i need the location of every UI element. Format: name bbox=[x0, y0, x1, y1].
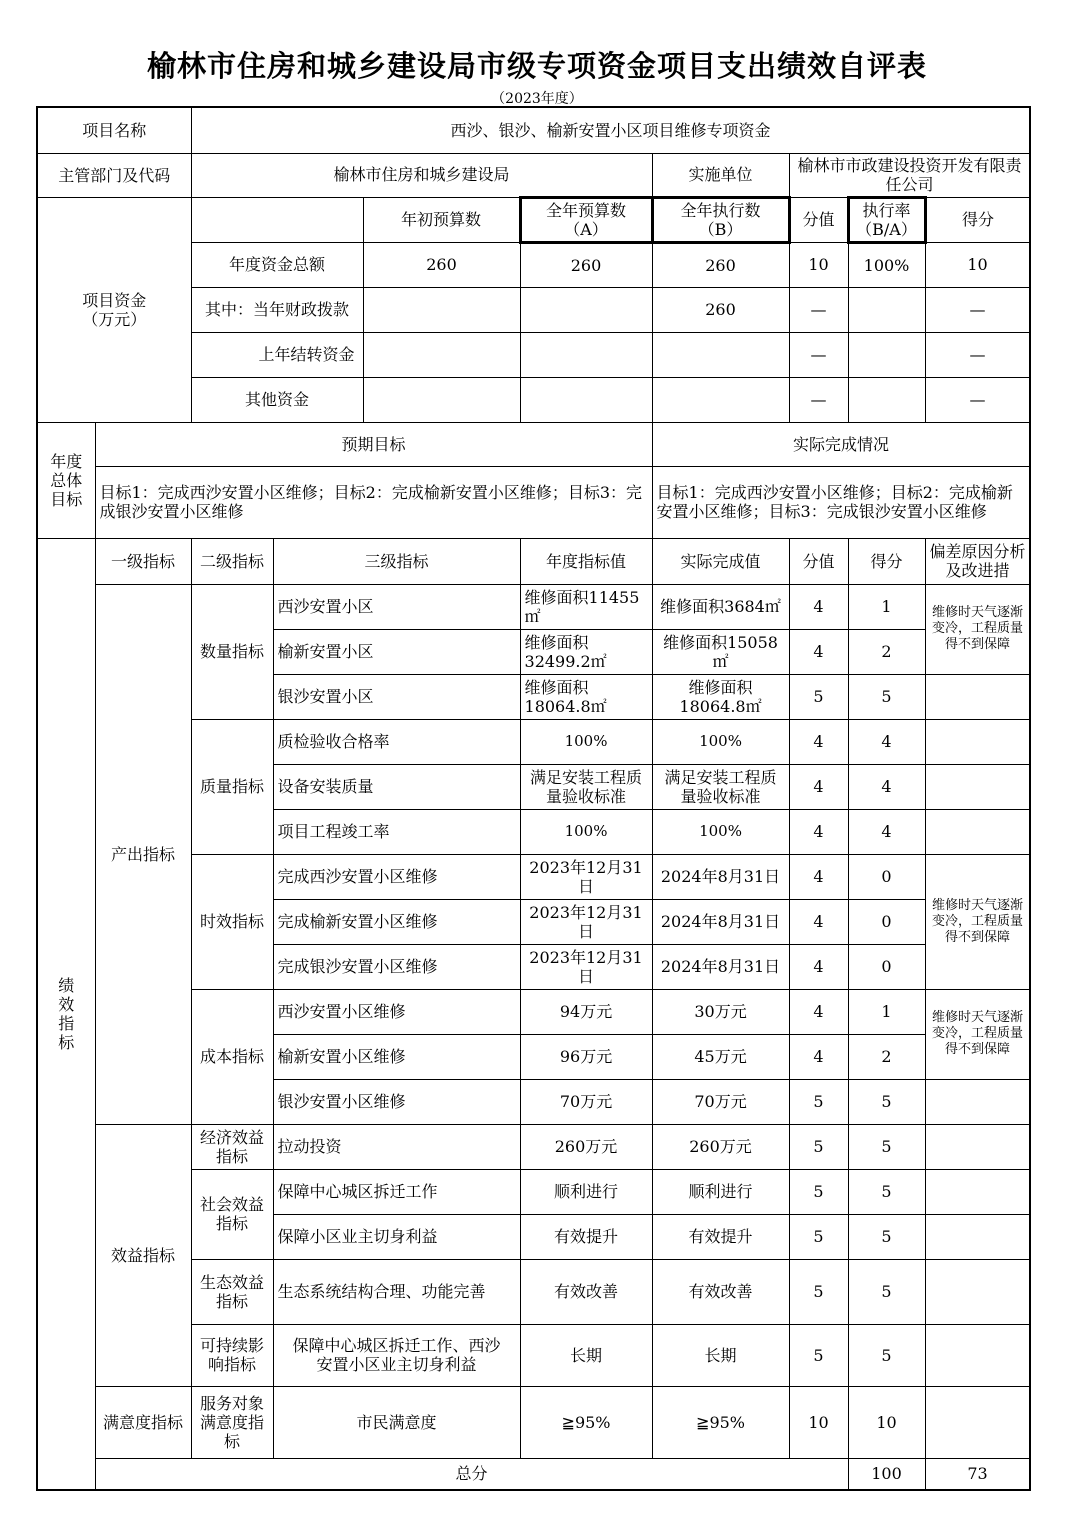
indicator-score: 5 bbox=[789, 1079, 848, 1124]
funds-corner bbox=[191, 197, 363, 242]
indicator-name: 西沙安置小区维修 bbox=[273, 989, 520, 1034]
indicator-got: 5 bbox=[848, 1169, 925, 1214]
funds-header-score: 分值 bbox=[789, 197, 848, 242]
indicator-got: 1 bbox=[848, 989, 925, 1034]
funds-cell: 260 bbox=[520, 242, 652, 287]
indicator-score: 10 bbox=[789, 1386, 848, 1458]
indicator-target: 有效提升 bbox=[520, 1214, 652, 1259]
funds-cell bbox=[848, 377, 925, 422]
deviation-empty bbox=[925, 674, 1030, 719]
indicator-actual: 45万元 bbox=[652, 1034, 789, 1079]
deviation-empty bbox=[925, 1079, 1030, 1124]
page-title: 榆林市住房和城乡建设局市级专项资金项目支出绩效自评表 bbox=[146, 49, 927, 83]
deviation-empty bbox=[925, 764, 1030, 809]
funds-label: 项目资金 （万元） bbox=[37, 197, 191, 422]
indicator-actual: 有效提升 bbox=[652, 1214, 789, 1259]
indicator-actual: ≧95% bbox=[652, 1386, 789, 1458]
output-indicator-label: 产出指标 bbox=[95, 584, 191, 1124]
cost-indicator-label: 成本指标 bbox=[191, 989, 273, 1124]
time-indicator-label: 时效指标 bbox=[191, 854, 273, 989]
funds-cell bbox=[363, 287, 520, 332]
actual-goal-text: 目标1：完成西沙安置小区维修；目标2：完成榆新安置小区维修；目标3：完成银沙安置小区维修 bbox=[652, 466, 1030, 538]
funds-header-budget: 全年预算数 （A） bbox=[520, 197, 652, 242]
perf-header-deviation: 偏差原因分析及改进措 bbox=[925, 538, 1030, 584]
indicator-name: 设备安装质量 bbox=[273, 764, 520, 809]
indicator-score: 5 bbox=[789, 1214, 848, 1259]
indicator-score: 4 bbox=[789, 764, 848, 809]
indicator-target: 260万元 bbox=[520, 1124, 652, 1169]
indicator-name: 保障中心城区拆迁工作、西沙 安置小区业主切身利益 bbox=[273, 1324, 520, 1386]
indicator-target: 维修面积11455 ㎡ bbox=[520, 584, 652, 629]
indicator-score: 4 bbox=[789, 809, 848, 854]
deviation-note: 维修时天气逐渐变冷，工程质量得不到保障 bbox=[925, 854, 1030, 989]
indicator-score: 5 bbox=[789, 674, 848, 719]
deviation-empty bbox=[925, 719, 1030, 764]
service-indicator-label: 服务对象 满意度指 标 bbox=[191, 1386, 273, 1458]
indicator-actual: 满足安装工程质 量验收标准 bbox=[652, 764, 789, 809]
indicator-actual: 维修面积15058 ㎡ bbox=[652, 629, 789, 674]
sustain-indicator-label: 可持续影 响指标 bbox=[191, 1324, 273, 1386]
indicator-name: 完成榆新安置小区维修 bbox=[273, 899, 520, 944]
indicator-actual: 维修面积 18064.8㎡ bbox=[652, 674, 789, 719]
indicator-target: 2023年12月31日 bbox=[520, 944, 652, 989]
indicator-name: 项目工程竣工率 bbox=[273, 809, 520, 854]
funds-cell: — bbox=[789, 332, 848, 377]
indicator-got: 0 bbox=[848, 854, 925, 899]
indicator-actual: 100% bbox=[652, 719, 789, 764]
indicator-actual: 260万元 bbox=[652, 1124, 789, 1169]
funds-cell: — bbox=[925, 332, 1030, 377]
total-label: 总分 bbox=[95, 1458, 848, 1490]
indicator-got: 4 bbox=[848, 764, 925, 809]
funds-cell bbox=[520, 377, 652, 422]
funds-cell: — bbox=[925, 377, 1030, 422]
funds-cell: 100% bbox=[848, 242, 925, 287]
funds-header-rate: 执行率 （B/A） bbox=[848, 197, 925, 242]
econ-indicator-label: 经济效益 指标 bbox=[191, 1124, 273, 1169]
indicator-name: 生态系统结构合理、功能完善 bbox=[273, 1259, 520, 1324]
funds-cell: — bbox=[789, 377, 848, 422]
indicator-name: 保障中心城区拆迁工作 bbox=[273, 1169, 520, 1214]
indicator-target: ≧95% bbox=[520, 1386, 652, 1458]
indicator-target: 维修面积 32499.2㎡ bbox=[520, 629, 652, 674]
evaluation-table bbox=[36, 106, 1031, 1491]
indicator-got: 10 bbox=[848, 1386, 925, 1458]
qty-indicator-label: 数量指标 bbox=[191, 584, 273, 719]
social-indicator-label: 社会效益 指标 bbox=[191, 1169, 273, 1259]
indicator-actual: 100% bbox=[652, 809, 789, 854]
funds-cell bbox=[652, 332, 789, 377]
indicator-target: 100% bbox=[520, 809, 652, 854]
deviation-empty bbox=[925, 1386, 1030, 1458]
deviation-empty bbox=[925, 1324, 1030, 1386]
indicator-got: 0 bbox=[848, 899, 925, 944]
deviation-empty bbox=[925, 809, 1030, 854]
indicator-got: 0 bbox=[848, 944, 925, 989]
indicator-score: 5 bbox=[789, 1169, 848, 1214]
indicator-score: 4 bbox=[789, 1034, 848, 1079]
indicator-name: 银沙安置小区 bbox=[273, 674, 520, 719]
indicator-actual: 长期 bbox=[652, 1324, 789, 1386]
indicator-name: 市民满意度 bbox=[273, 1386, 520, 1458]
indicator-target: 维修面积 18064.8㎡ bbox=[520, 674, 652, 719]
indicator-name: 西沙安置小区 bbox=[273, 584, 520, 629]
perf-header-level3: 三级指标 bbox=[273, 538, 520, 584]
perf-header-level1: 一级指标 bbox=[95, 538, 191, 584]
indicator-score: 5 bbox=[789, 1259, 848, 1324]
total-score: 100 bbox=[848, 1458, 925, 1490]
indicator-target: 满足安装工程质 量验收标准 bbox=[520, 764, 652, 809]
funds-cell: — bbox=[925, 287, 1030, 332]
dept-value: 榆林市住房和城乡建设局 bbox=[191, 153, 652, 197]
indicator-actual: 70万元 bbox=[652, 1079, 789, 1124]
perf-label: 绩 效 指 标 bbox=[37, 538, 95, 1490]
indicator-actual: 2024年8月31日 bbox=[652, 899, 789, 944]
deviation-note: 维修时天气逐渐变冷，工程质量得不到保障 bbox=[925, 989, 1030, 1079]
funds-cell bbox=[652, 377, 789, 422]
expected-goal-text: 目标1：完成西沙安置小区维修；目标2：完成榆新安置小区维修；目标3：完成银沙安置小区维修 bbox=[95, 466, 652, 538]
indicator-name: 完成银沙安置小区维修 bbox=[273, 944, 520, 989]
indicator-name: 完成西沙安置小区维修 bbox=[273, 854, 520, 899]
satisfaction-indicator-label: 满意度指标 bbox=[95, 1386, 191, 1458]
funds-cell bbox=[848, 332, 925, 377]
indicator-target: 94万元 bbox=[520, 989, 652, 1034]
funds-row-label: 其他资金 bbox=[191, 377, 363, 422]
funds-cell: 260 bbox=[652, 287, 789, 332]
indicator-target: 顺利进行 bbox=[520, 1169, 652, 1214]
project-name-label: 项目名称 bbox=[37, 107, 191, 153]
indicator-got: 5 bbox=[848, 1259, 925, 1324]
funds-header-initial: 年初预算数 bbox=[363, 197, 520, 242]
funds-cell bbox=[520, 332, 652, 377]
indicator-score: 5 bbox=[789, 1124, 848, 1169]
goals-label: 年度 总体 目标 bbox=[37, 422, 95, 538]
impl-value: 榆林市市政建设投资开发有限责任公司 bbox=[789, 153, 1030, 197]
total-got: 73 bbox=[925, 1458, 1030, 1490]
indicator-name: 银沙安置小区维修 bbox=[273, 1079, 520, 1124]
indicator-actual: 2024年8月31日 bbox=[652, 944, 789, 989]
indicator-got: 5 bbox=[848, 1324, 925, 1386]
indicator-name: 榆新安置小区 bbox=[273, 629, 520, 674]
expected-goal-header: 预期目标 bbox=[95, 422, 652, 466]
perf-header-score: 分值 bbox=[789, 538, 848, 584]
indicator-target: 2023年12月31日 bbox=[520, 854, 652, 899]
indicator-target: 有效改善 bbox=[520, 1259, 652, 1324]
deviation-empty bbox=[925, 1169, 1030, 1214]
indicator-target: 2023年12月31日 bbox=[520, 899, 652, 944]
deviation-empty bbox=[925, 1259, 1030, 1324]
indicator-got: 5 bbox=[848, 1214, 925, 1259]
indicator-actual: 2024年8月31日 bbox=[652, 854, 789, 899]
indicator-got: 5 bbox=[848, 674, 925, 719]
dept-label: 主管部门及代码 bbox=[37, 153, 191, 197]
indicator-got: 4 bbox=[848, 809, 925, 854]
indicator-target: 96万元 bbox=[520, 1034, 652, 1079]
impl-label: 实施单位 bbox=[652, 153, 789, 197]
funds-row-label: 上年结转资金 bbox=[191, 332, 363, 377]
indicator-got: 5 bbox=[848, 1124, 925, 1169]
indicator-score: 4 bbox=[789, 989, 848, 1034]
funds-row-label: 年度资金总额 bbox=[191, 242, 363, 287]
indicator-score: 4 bbox=[789, 944, 848, 989]
indicator-actual: 30万元 bbox=[652, 989, 789, 1034]
deviation-empty bbox=[925, 1124, 1030, 1169]
funds-row-label: 其中：当年财政拨款 bbox=[191, 287, 363, 332]
indicator-score: 4 bbox=[789, 584, 848, 629]
project-name-value: 西沙、银沙、榆新安置小区项目维修专项资金 bbox=[191, 107, 1030, 153]
indicator-actual: 顺利进行 bbox=[652, 1169, 789, 1214]
benefit-indicator-label: 效益指标 bbox=[95, 1124, 191, 1386]
indicator-target: 长期 bbox=[520, 1324, 652, 1386]
indicator-score: 5 bbox=[789, 1324, 848, 1386]
funds-cell bbox=[520, 287, 652, 332]
eco-indicator-label: 生态效益 指标 bbox=[191, 1259, 273, 1324]
funds-header-got: 得分 bbox=[925, 197, 1030, 242]
indicator-name: 保障小区业主切身利益 bbox=[273, 1214, 520, 1259]
indicator-got: 1 bbox=[848, 584, 925, 629]
indicator-score: 4 bbox=[789, 629, 848, 674]
funds-cell: 260 bbox=[363, 242, 520, 287]
indicator-name: 榆新安置小区维修 bbox=[273, 1034, 520, 1079]
funds-cell: 10 bbox=[925, 242, 1030, 287]
funds-cell bbox=[848, 287, 925, 332]
perf-header-target: 年度指标值 bbox=[520, 538, 652, 584]
funds-cell: 10 bbox=[789, 242, 848, 287]
indicator-got: 2 bbox=[848, 629, 925, 674]
indicator-target: 100% bbox=[520, 719, 652, 764]
indicator-score: 4 bbox=[789, 719, 848, 764]
funds-cell bbox=[363, 377, 520, 422]
indicator-score: 4 bbox=[789, 854, 848, 899]
deviation-note: 维修时天气逐渐变冷，工程质量得不到保障 bbox=[925, 584, 1030, 674]
quality-indicator-label: 质量指标 bbox=[191, 719, 273, 854]
indicator-got: 2 bbox=[848, 1034, 925, 1079]
perf-header-got: 得分 bbox=[848, 538, 925, 584]
funds-cell: — bbox=[789, 287, 848, 332]
indicator-name: 拉动投资 bbox=[273, 1124, 520, 1169]
indicator-name: 质检验收合格率 bbox=[273, 719, 520, 764]
funds-cell bbox=[363, 332, 520, 377]
actual-goal-header: 实际完成情况 bbox=[652, 422, 1030, 466]
perf-header-actual: 实际完成值 bbox=[652, 538, 789, 584]
indicator-actual: 维修面积3684㎡ bbox=[652, 584, 789, 629]
funds-header-executed: 全年执行数 （B） bbox=[652, 197, 789, 242]
indicator-actual: 有效改善 bbox=[652, 1259, 789, 1324]
indicator-target: 70万元 bbox=[520, 1079, 652, 1124]
indicator-score: 4 bbox=[789, 899, 848, 944]
indicator-got: 4 bbox=[848, 719, 925, 764]
funds-cell: 260 bbox=[652, 242, 789, 287]
report-year: （2023年度） bbox=[491, 91, 583, 107]
perf-header-level2: 二级指标 bbox=[191, 538, 273, 584]
indicator-got: 5 bbox=[848, 1079, 925, 1124]
deviation-empty bbox=[925, 1214, 1030, 1259]
